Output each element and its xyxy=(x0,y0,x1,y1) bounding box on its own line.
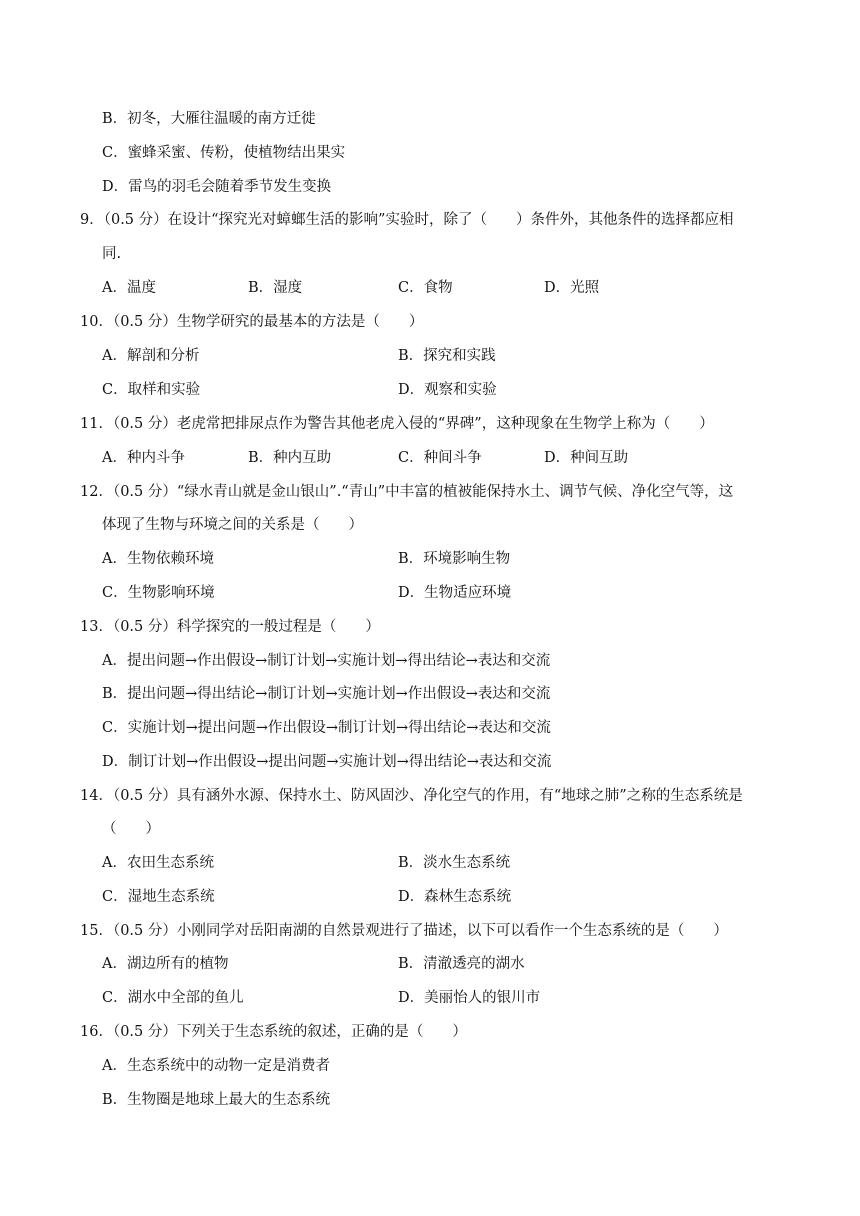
q12-stem-line2: 体现了生物与环境之间的关系是（ ） xyxy=(102,517,363,533)
q9-stem-line2: 同. xyxy=(102,246,122,262)
q10-stem: 10．（0.5 分）生物学研究的最基本的方法是（ ） xyxy=(80,314,424,330)
q12-stem-line1: 12．（0.5 分）“绿水青山就是金山银山”.“青山”中丰富的植被能保持水土、调节气候、净化空气等，这 xyxy=(80,484,734,500)
q9-option-a: A．温度 xyxy=(102,280,156,296)
q15-option-d: D．美丽怡人的银川市 xyxy=(398,990,541,1006)
q11-option-d: D．种间互助 xyxy=(544,450,629,466)
q10-option-a: A．解剖和分析 xyxy=(102,348,200,364)
q9-option-c: C．食物 xyxy=(398,280,453,296)
q15-option-b: B．清澈透亮的湖水 xyxy=(398,956,525,972)
q15-option-c: C．湖水中全部的鱼儿 xyxy=(102,990,244,1006)
q14-option-c: C．湿地生态系统 xyxy=(102,889,215,905)
q15-stem: 15．（0.5 分）小刚同学对岳阳南湖的自然景观进行了描述，以下可以看作一个生态系统的是（ ） xyxy=(80,923,728,939)
q12-option-c: C．生物影响环境 xyxy=(102,585,215,601)
q11-option-b: B．种内互助 xyxy=(248,450,332,466)
q16-option-a: A．生态系统中的动物一定是消费者 xyxy=(102,1058,330,1074)
q8-option-d: D．雷鸟的羽毛会随着季节发生变换 xyxy=(102,179,332,195)
q11-stem: 11．（0.5 分）老虎常把排尿点作为警告其他老虎入侵的“界碑”，这种现象在生物学上称为（ ） xyxy=(80,416,714,432)
q9-option-b: B．湿度 xyxy=(248,280,303,296)
q8-option-c: C．蜜蜂采蜜、传粉，使植物结出果实 xyxy=(102,145,346,161)
q12-option-b: B．环境影响生物 xyxy=(398,551,511,567)
q11-option-a: A．种内斗争 xyxy=(102,450,185,466)
q13-option-a: A．提出问题→作出假设→制订计划→实施计划→得出结论→表达和交流 xyxy=(102,653,551,669)
q10-option-b: B．探究和实践 xyxy=(398,348,496,364)
q8-option-b: B．初冬，大雁往温暖的南方迁徙 xyxy=(102,111,316,127)
q10-option-c: C．取样和实验 xyxy=(102,382,201,398)
q9-option-d: D．光照 xyxy=(544,280,600,296)
q14-option-d: D．森林生态系统 xyxy=(398,889,512,905)
q12-option-d: D．生物适应环境 xyxy=(398,585,512,601)
q14-stem-line2: （ ） xyxy=(102,821,160,837)
q16-option-b: B．生物圈是地球上最大的生态系统 xyxy=(102,1092,331,1108)
q14-option-b: B．淡水生态系统 xyxy=(398,855,511,871)
q9-stem-line1: 9．（0.5 分）在设计“探究光对蟑螂生活的影响”实验时，除了（ ）条件外，其他条件的选择都应相 xyxy=(80,212,734,228)
q10-option-d: D．观察和实验 xyxy=(398,382,497,398)
q13-option-b: B．提出问题→得出结论→制订计划→实施计划→作出假设→表达和交流 xyxy=(102,686,551,702)
q13-option-d: D．制订计划→作出假设→提出问题→实施计划→得出结论→表达和交流 xyxy=(102,754,552,770)
q11-option-c: C．种间斗争 xyxy=(398,450,482,466)
q16-stem: 16．（0.5 分）下列关于生态系统的叙述，正确的是（ ） xyxy=(80,1024,467,1040)
q15-option-a: A．湖边所有的植物 xyxy=(102,956,229,972)
q12-option-a: A．生物依赖环境 xyxy=(102,551,214,567)
q14-option-a: A．农田生态系统 xyxy=(102,855,214,871)
q13-stem: 13．（0.5 分）科学探究的一般过程是（ ） xyxy=(80,619,380,635)
q14-stem-line1: 14．（0.5 分）具有涵外水源、保持水土、防风固沙、净化空气的作用，有“地球之肺”之称的生态系统是 xyxy=(80,788,743,804)
q13-option-c: C．实施计划→提出问题→作出假设→制订计划→得出结论→表达和交流 xyxy=(102,720,551,736)
